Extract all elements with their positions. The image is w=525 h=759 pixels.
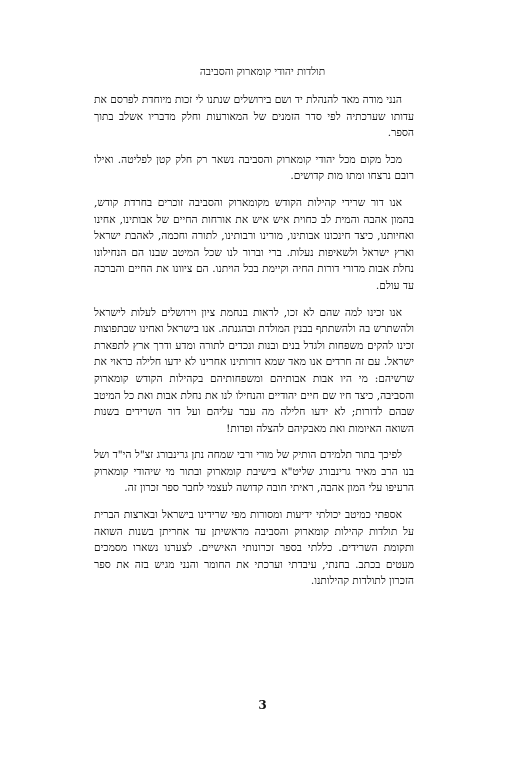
paragraph: אספתי כמיטב יכולתי ידיעות ומסורות מפי שרידינו בישראל ובארצות הברית על תולדות קהילות קומארוק והסביבה מראשיתן עד אחריתן בשנות השואה ותקומת השרידים. כללתי בספר זכרונותי האישיים. לצערנו נשארו מסמכים מעטים בכתב. בחנתי, עיבדתי וערכתי את החומר והנני מגיש בזה את ספר הזכרון לתולדות קהילותנו. xyxy=(94,509,414,588)
running-header: תולדות יהודי קומארוק והסביבה xyxy=(199,66,326,78)
paragraph: מכל מקום מכל יהודי קומארוק והסביבה נשאר רק חלק קטן לפליטה. ואילו רובם נרצחו ומתו מות קדושים. xyxy=(94,153,414,183)
page-number: 3 xyxy=(258,698,267,712)
paragraph: אנו זכינו למה שהם לא זכו, לראות בנחמת ציון וירושלים לעלות לישראל ולהשתרש בה ולהשתתף בבנין המולדת ובהגנתה. אנו בישראל ואחינו שבתפוצות זכינו להקים משפחות ולגדל בנים ובנות ונכדים לתורה ומדע ודרך ארץ לתפארת ישראל. עם זה חרדים אנו מאד שמא דורותינו אחרינו לא ידעו חלילה כראוי את שרשיהם: מי היו אבות אבותיהם ומשפחותיהם בקהילות הקודש קומארוק והסביבה, כיצד חיו שם חיים יהודיים והנחילו לנו את נחלת אבות ואת כל המיטב שבהם לדורות; לא ידעו חלילה מה עבר עליהם ועל דור השרידים בשנות השואה האיומות ואת מאבקיהם להצלה ופדות! xyxy=(94,306,414,435)
paragraph: הנני מודה מאד להנהלת יד ושם בירושלים שנתנו לי זכות מיוחדת לפרסם את עדותו שערכתיה לפי סדר הזמנים של המאורעות וחלק מדבריו אשלב בתוך הספר. xyxy=(94,94,414,140)
paragraph: לפיכך בתור תלמידם הותיק של מורי ורבי שמחה נתן גרינבורג זצ"ל הי"ד ושל בנו הרב מאיר גרינבורג שליט"א בישיבת קומארוק ובתור מי שיהודי קומארוק הרעיפו עלי המון אהבה, ראיתי חובה קדושה לעצמי לחבר ספר זכרון זה. xyxy=(94,449,414,495)
body-text xyxy=(94,92,414,600)
paragraph: אנו דור שרידי קהילות הקודש מקומארוק והסביבה זוכרים בחרדת קודש, בהמון אהבה והמית לב כחוית איש איש את אורחות החיים של אבותינו, אחינו ואחיותנו, כיצד חינכונו אבותינו, מורינו ורבותינו, לתורה וחכמה, לאהבת ישראל וארץ ישראל ולשאיפות נעלות. ברי וברור לנו שכל המיטב שבנו הם הנחילונו נחלת אבות מדורי דורות החיה וקיימת בכל הויתנו. הם ציוונו את החיים והברכה עד עולם. xyxy=(94,196,414,292)
